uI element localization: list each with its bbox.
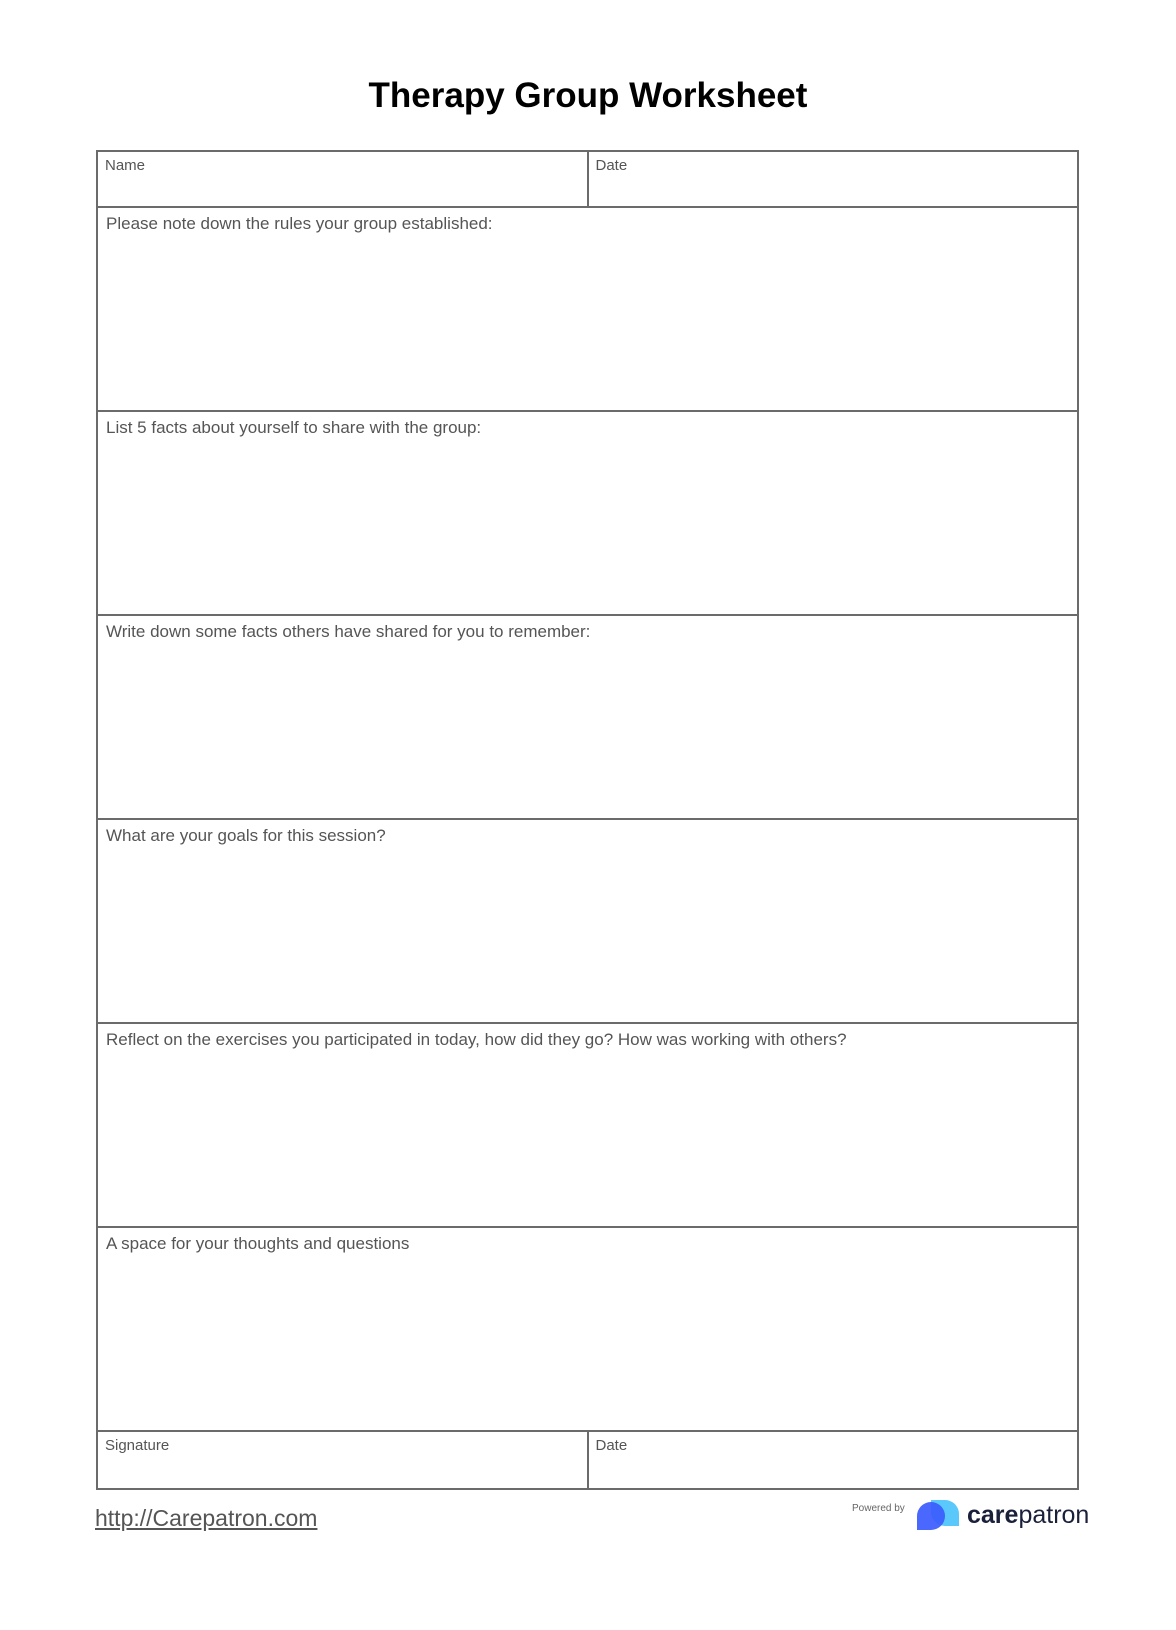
goals-field[interactable]: What are your goals for this session? — [106, 826, 386, 845]
facts-self-section — [98, 412, 1077, 616]
logo-text — [967, 1501, 1089, 1530]
carepatron-link[interactable]: http://Carepatron.com — [95, 1505, 318, 1531]
signature-date-field[interactable]: Date — [587, 1432, 1078, 1488]
date-field[interactable]: Date — [587, 152, 1078, 206]
facts-others-section — [98, 616, 1077, 820]
powered-by-label: Powered by — [852, 1503, 905, 1514]
goals-section — [98, 820, 1077, 1024]
thoughts-section — [98, 1228, 1077, 1432]
reflection-field[interactable]: Reflect on the exercises you participated in today, how did they go? How was working with others? — [106, 1030, 847, 1049]
name-field[interactable]: Name — [105, 157, 146, 174]
worksheet-form — [96, 150, 1079, 1490]
header-row — [98, 152, 1077, 208]
reflection-section — [98, 1024, 1077, 1228]
facts-self-field[interactable]: List 5 facts about yourself to share with the group: — [106, 418, 482, 437]
carepatron-logo — [915, 1498, 1089, 1532]
rules-section — [98, 208, 1077, 412]
signature-field[interactable]: Signature — [105, 1437, 170, 1454]
signature-row — [98, 1432, 1077, 1488]
logo-text-rest: patron — [1018, 1500, 1090, 1529]
page-title: Therapy Group Worksheet — [368, 76, 808, 115]
thoughts-field[interactable]: A space for your thoughts and questions — [106, 1234, 410, 1253]
facts-others-field[interactable]: Write down some facts others have shared for you to remember: — [106, 622, 591, 641]
carepatron-logo-icon — [915, 1498, 963, 1532]
logo-text-bold: care — [967, 1500, 1019, 1529]
rules-field[interactable]: Please note down the rules your group established: — [106, 214, 493, 233]
